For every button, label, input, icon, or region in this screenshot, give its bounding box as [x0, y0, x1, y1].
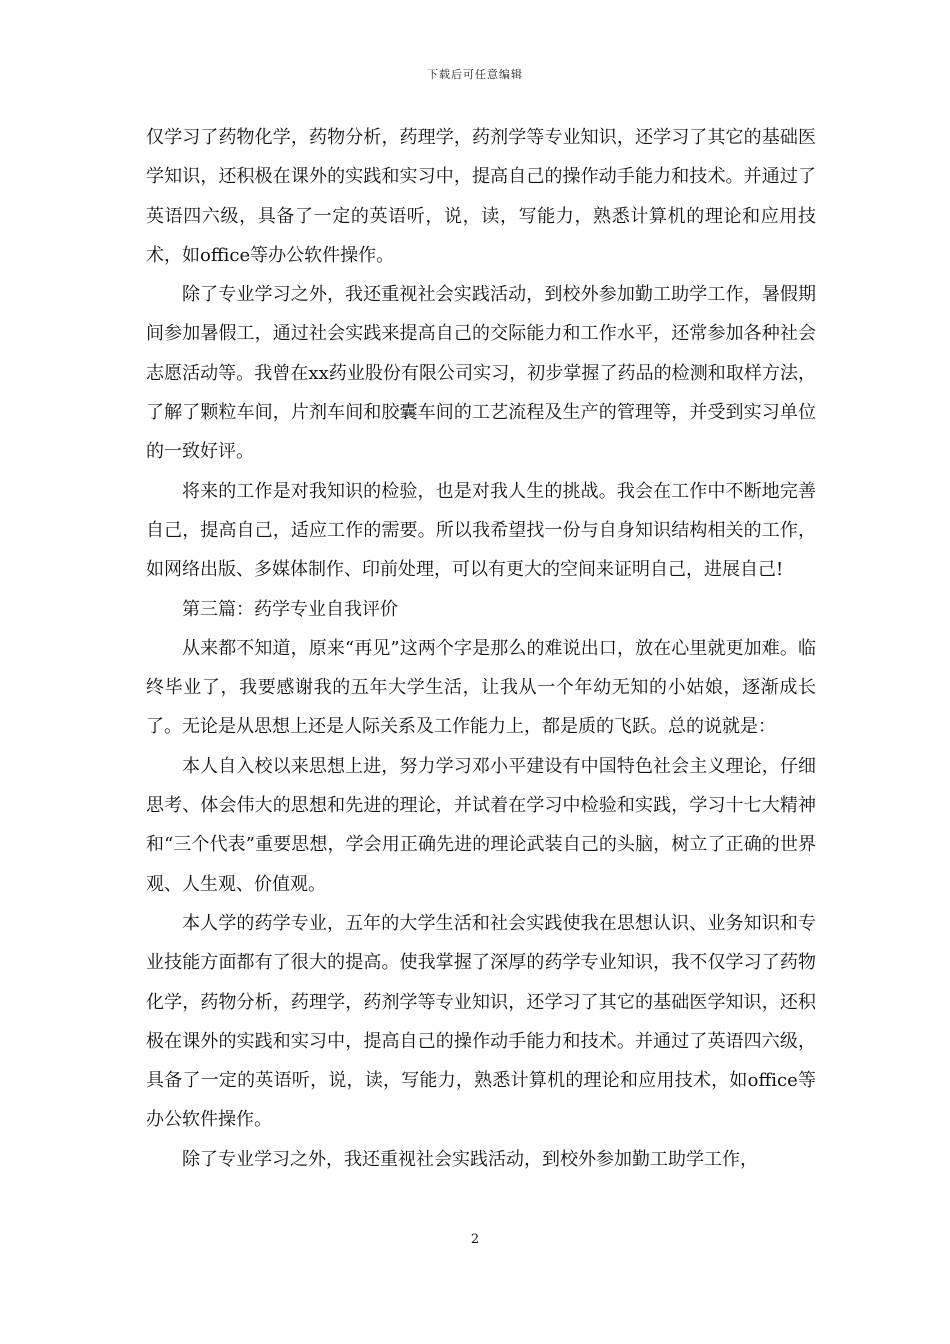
paragraph: 本人学的药学专业，五年的大学生活和社会实践使我在思想认识、业务知识和专业技能方面都有了很大的提高。使我掌握了深厚的药学专业知识，我不仅学习了药物化学，药物分析，药理学，药剂学等专业知识，还学习了其它的基础医学知识，还积极在课外的实践和实习中，提高自己的操作动手能力和技术。并通过了英语四六级，具备了一定的英语听，说，读，写能力，熟悉计算机的理论和应用技术，如office等办公软件操作。 [146, 912, 816, 1131]
paragraph: 除了专业学习之外，我还重视社会实践活动，到校外参加勤工助学工作，暑假期间参加暑假工，通过社会实践来提高自己的交际能力和工作水平，还常参加各种社会志愿活动等。我曾在xx药业股份有限公司实习，初步掌握了药品的检测和取样方法，了解了颗粒车间，片剂车间和胶囊车间的工艺流程及生产的管理等，并受到实习单位的一致好评。 [146, 284, 816, 463]
paragraph-continued: 仅学习了药物化学，药物分析，药理学，药剂学等专业知识，还学习了其它的基础医学知识，还积极在课外的实践和实习中，提高自己的操作动手能力和技术。并通过了英语四六级，具备了一定的英语听，说，读，写能力，熟悉计算机的理论和应用技术，如office等办公软件操作。 [146, 127, 816, 266]
paragraph: 从来都不知道，原来“再见”这两个字是那么的难说出口，放在心里就更加难。临终毕业了，我要感谢我的五年大学生活，让我从一个年幼无知的小姑娘，逐渐成长了。无论是从思想上还是人际关系及工作能力上，都是质的飞跃。总的说就是： [146, 637, 816, 738]
section-heading: 第三篇：药学专业自我评价 [182, 598, 398, 620]
page-number: 2 [470, 1232, 480, 1247]
paragraph: 将来的工作是对我知识的检验，也是对我人生的挑战。我会在工作中不断地完善自己，提高自己，适应工作的需要。所以我希望找一份与自身知识结构相关的工作，如网络出版、多媒体制作、印前处理，可以有更大的空间来证明自己，进展自己! [146, 480, 816, 581]
paragraph: 本人自入校以来思想上进，努力学习邓小平建设有中国特色社会主义理论，仔细思考、体会伟大的思想和先进的理论，并试着在学习中检验和实践，学习十七大精神和“三个代表”重要思想，学会用正确先进的理论武装自己的头脑，树立了正确的世界观、人生观、价值观。 [146, 755, 816, 895]
page-header-note: 下载后可任意编辑 [427, 68, 523, 81]
paragraph: 除了专业学习之外，我还重视社会实践活动，到校外参加勤工助学工作， [182, 1148, 758, 1170]
document-body [146, 118, 816, 1179]
